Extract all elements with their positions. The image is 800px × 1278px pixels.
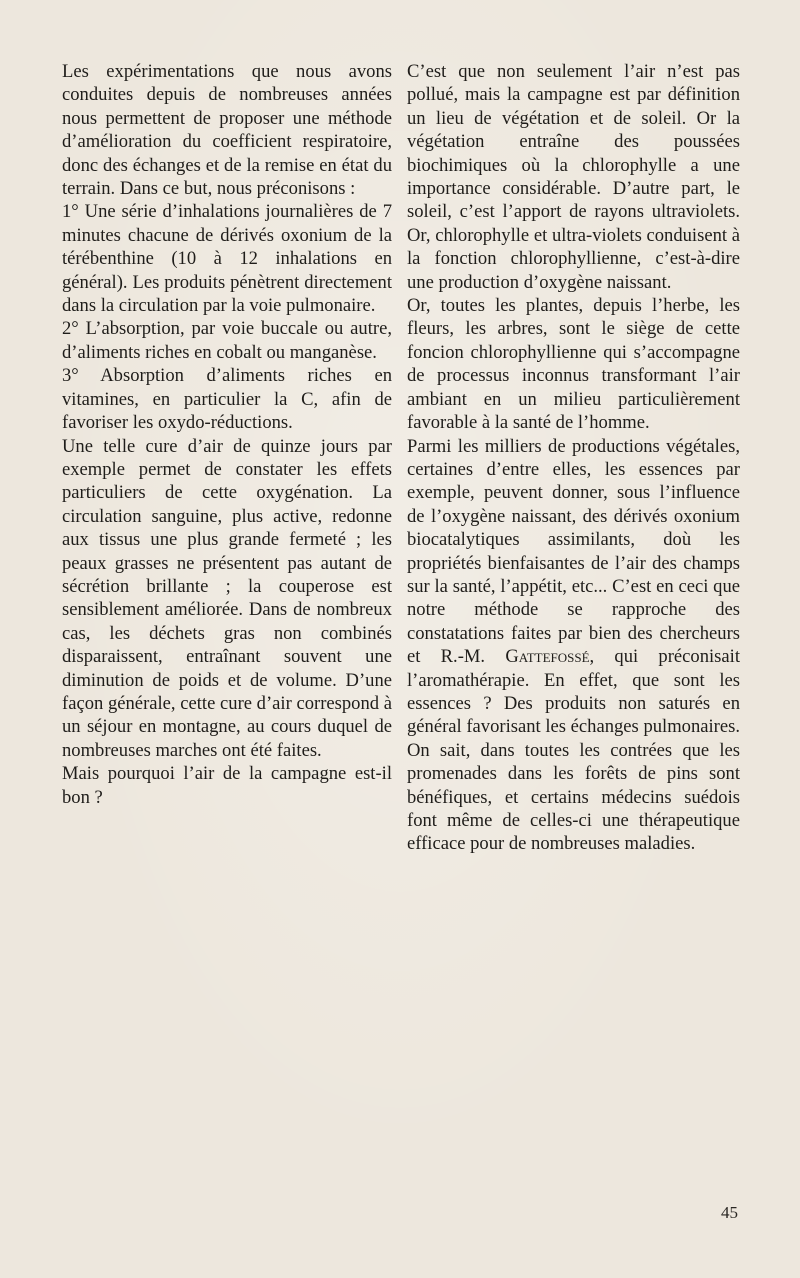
paragraph (407, 435, 740, 856)
paragraph: 1° Une série d’inhalations journalières de 7 minutes chacune de dérivés oxonium de la térébenthine (10 à 12 inhalations en général). Les produits pénètrent directement dans la circulation par la voie pulmonaire. (62, 201, 392, 317)
paragraph: 3° Absorption d’aliments riches en vitamines, en particulier la C, afin de favoriser les oxydo-réductions. (62, 365, 392, 434)
paragraph: 2° L’absorption, par voie buccale ou autre, d’aliments riches en cobalt ou manganèse. (62, 318, 392, 363)
paragraph-text: Parmi les milliers de productions végétales, certaines d’entre elles, les essences par exemple, peuvent donner, sous l’influence de l’oxygène naissant, des dérivés oxonium biocatalytiques assimilants, doù les propriétés bienfaisantes de l’air des champs sur la santé, l’appétit, etc... C’est en ceci que notre méthode se rapproche des constatations faites par bien des chercheurs et R.-M. (407, 435, 740, 668)
left-text-column (62, 60, 392, 809)
paragraph: Les expérimentations que nous avons conduites depuis de nombreuses années nous permettent de proposer une méthode d’amélioration du coefficient respiratoire, donc des échanges et de la remise en état du terrain. Dans ce but, nous préconisons : (62, 61, 392, 200)
paragraph: Une telle cure d’air de quinze jours par exemple permet de constater les effets particuliers de cette oxygénation. La circulation sanguine, plus active, redonne aux tissus une plus grande fermeté ; les peaux grasses ne présentent pas autant de sécrétion brillante ; la couperose est sensiblement améliorée. Dans de nombreux cas, les déchets gras non combinés disparaissent, entraînant souvent une diminution de poids et de volume. D’une façon générale, cette cure d’air correspond à un séjour en montagne, au cours duquel de nombreuses marches ont été faites. (62, 435, 392, 761)
right-text-column (407, 60, 740, 856)
author-name: Gattefossé (505, 646, 590, 668)
paragraph-text: , qui préconisait l’aromathérapie. En effet, que sont les essences ? Des produits non saturés en général favorisant les échanges pulmonaires. On sait, dans toutes les contrées que les promenades dans les forêts de pins sont bénéfiques, et certains médecins suédois font même de celles-ci une thérapeutique efficace pour de nombreuses maladies. (407, 646, 741, 855)
paragraph: Or, toutes les plantes, depuis l’herbe, les fleurs, les arbres, sont le siège de cette foncion chlorophyllienne qui s’accompagne de processus inconnus transformant l’air ambiant en un milieu particulièrement favorable à la santé de l’homme. (407, 295, 740, 434)
paragraph: Mais pourquoi l’air de la campagne est-il bon ? (62, 763, 392, 808)
paragraph: C’est que non seulement l’air n’est pas pollué, mais la campagne est par définition un lieu de végétation et de soleil. Or la végétation entraîne des poussées biochimiques où la chlorophylle a une importance considérable. D’autre part, le soleil, c’est l’apport de rayons ultraviolets. Or, chlorophylle et ultra-violets conduisent à la fonction chlorophyllienne, c’est-à-dire une production d’oxygène naissant. (407, 61, 740, 293)
page-number: 45 (721, 1203, 738, 1222)
